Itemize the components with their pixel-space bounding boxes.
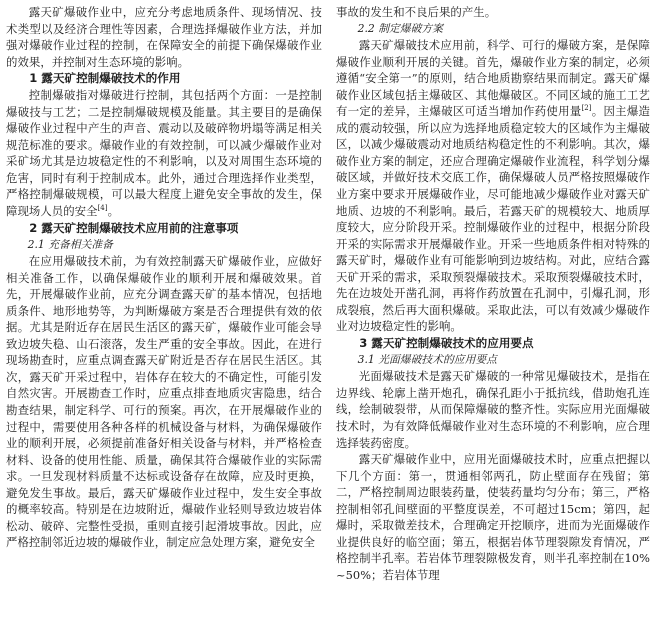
citation-4: [4] [97, 204, 108, 213]
subsection-2-2-text: 露天矿爆破技术应用前，科学、可行的爆破方案，是保障爆破作业顺利开展的关键。首先，爆破作业方案的制定，必须遵循“安全第一”的原则，结合地质勘察结果而制定。露天矿爆破作业区域包括主爆破区、其他爆破区。不同区域的施工工艺有一定的差异，主爆破区可适当增加作药使用量 [336, 38, 650, 119]
subsection-2-1-paragraph: 在应用爆破技术前，为有效控制露天矿爆破作业，应做好相关准备工作，以确保爆破作业的顺利开展和爆破效果。首先，开展爆破作业前，应充分调查露天矿的基本情况，包括地质条件、地形地势等，为判断爆破方案是否合理提供有效的依据。尤其是附近存在居民生活区的露天矿，爆破作业可能会导致边坡失稳、山石滚落，发生严重的安全事故。因此，在进行现场勘查时，应重点调查露天矿附近是否存在居民生活区。其次，露天矿开采过程中，岩体存在较大的不确定性，可能引发自然灾害。开展勘查工作时，应重点排查地质灾害隐患，结合勘查结果，制定科学、可行的预案。再次，在开展爆破作业的过程中，需要使用各种各样的机械设备与材料，为确保爆破作业的顺利开展，必须提前准备好相关设备与材料，并严格检查材料、设备的使用性能、质量，确保其符合爆破作业的实际需求。一旦发现材料质量不达标或设备存在故障，应及时更换，避免发生事故。最后，露天矿爆破作业过程中，发生安全事故的概率较高。特别是在边坡附近，爆破作业轻则导致边坡岩体松动、破碎、完整性受损，重则直接引起滑坡事故。因此，应严格控制邻近边坡的爆破作业，制定应急处理方案，避免安全 [6, 254, 322, 550]
section-2-heading: 2 露天矿控制爆破技术应用前的注意事项 [29, 220, 239, 235]
left-column [6, 4, 322, 551]
subsection-3-1-paragraph-1: 光面爆破技术是露天矿爆破的一种常见爆破技术，是指在边界线、轮廓上凿开炮孔，确保孔距小于抵抗线，借助炮孔连线，绘制破裂带，从而保障爆破的整齐性。实际应用光面爆破技术时，为有效降低爆破作业对生态环境的不利影响，应合理选择装药密度。 [336, 369, 650, 450]
section-1-paragraph [6, 87, 322, 219]
continued-paragraph: 事故的发生和不良后果的产生。 [336, 5, 497, 19]
subsection-3-1-heading: 3.1 光面爆破技术的应用要点 [357, 352, 497, 366]
citation-2: [2] [581, 104, 592, 113]
subsection-2-2-heading: 2.2 制定爆破方案 [357, 21, 443, 35]
intro-paragraph: 露天矿爆破作业中，应充分考虑地质条件、现场情况、技术类型以及经济合理性等因素，合理选择爆破作业方法，并加强对爆破作业过程的控制，在保障安全的前提下确保爆破作业的效果，并控制对生态环境的影响。 [6, 5, 322, 69]
section-1-paragraph-text: 控制爆破指对爆破进行控制，其包括两个方面：一是控制爆破技与工艺；二是控制爆破规模及能量。其主要目的是确保爆破作业过程中产生的声音、震动以及破碎物坍塌等满足相关规范标准的要求。爆破作业的有效控制，可以减少爆破作业对采矿场尤其是边坡稳定性的不利影响，以及对周围生态环境的危害，同时有利于控制成本。此外，通过合理选择作业类型，严格控制爆破规模，可以最大程度上避免安全事故的发生，保障现场人员的安全 [6, 88, 322, 219]
subsection-2-2-text-cont: 。因主爆造成的震动较强，所以应为选择地质稳定较大的区域作为主爆破区，以减少爆破震动对地质结构稳定性的不利影响。其次，爆破作业方案的制定，还应合理确定爆破作业流程，科学划分爆破区域，并做好技术交底工作，确保爆破人员严格按照爆破作业方案中要求开展爆破作业，尽可能地减少爆破作业对露天矿地质、边坡的不利影响。最后，若露天矿的规模较大、地质厚度较大，应分阶段开采。控制爆破作业的过程中，根据分阶段开采的实际需求开展爆破作业。开采一些地质条件相对特殊的露天矿时，爆破作业有可能影响到边坡结构。对此，应结合露天矿开采的需求，采取预裂爆破技术。采取预裂爆破技术时，先在边坡处开凿孔洞，再将作药放置在孔洞中，引爆孔洞，形成裂痕，然后再大面积爆破。采取此法，可以有效减少爆破作业对边坡稳定性的影响。 [336, 104, 650, 334]
subsection-3-1-paragraph-2: 露天矿爆破作业中，应用光面爆破技术时，应重点把握以下几个方面：第一，贯通相邻两孔，防止壁面存在残留；第二，严格控制周边眼装药量，使装药量均匀分布；第三，严格控制相邻孔间壁面的平整度误差，不可超过15cm；第四，起爆时，采取微差技术，合理确定开挖顺序，进而为光面爆破作业提供良好的临空面；第五，根据岩体节理裂隙发育情况，严格控制半孔率。若岩体节理裂隙极发育，则半孔率控制在10% ~50%；若岩体节理 [336, 452, 650, 582]
right-column [336, 4, 650, 584]
subsection-2-2-paragraph [336, 37, 650, 335]
section-1-paragraph-end: 。 [107, 204, 120, 219]
section-3-heading: 3 露天矿控制爆破技术的应用要点 [359, 335, 534, 350]
subsection-2-1-heading: 2.1 充备相关准备 [27, 237, 113, 251]
section-1-heading: 1 露天矿控制爆破技术的作用 [29, 71, 181, 86]
